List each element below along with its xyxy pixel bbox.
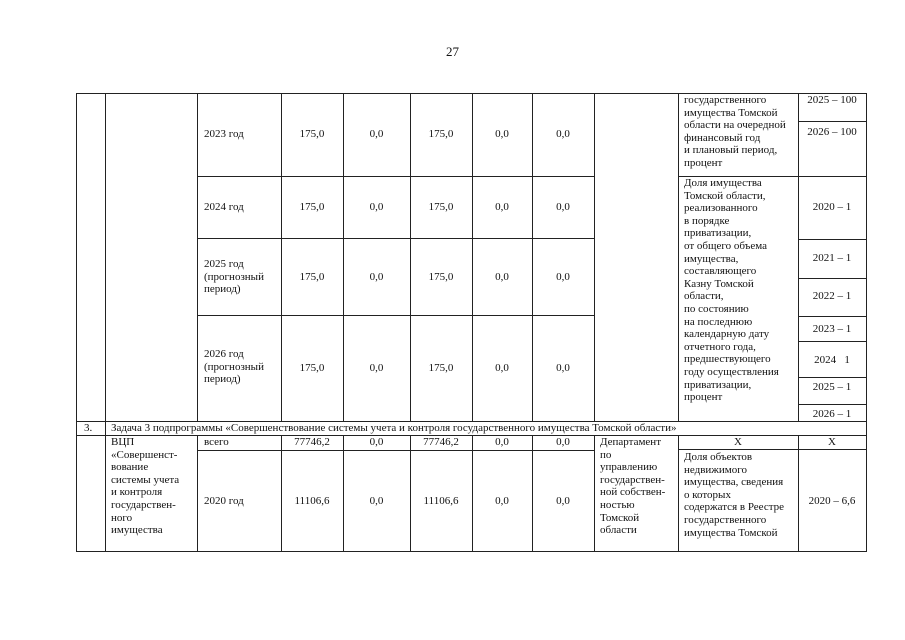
regional-cell: 175,0 [428, 271, 454, 283]
federal-cell: 0,0 [369, 362, 384, 374]
federal-cell: 0,0 [369, 271, 384, 283]
indicator-text: Х [734, 436, 742, 448]
indicator-text: Доля объектов недвижимого имущества, сведения о которых содержатся в Реестре государственного имущества Томской [684, 451, 785, 539]
indicator-value: 2020 – 6,6 [808, 495, 856, 507]
regional-cell: 175,0 [428, 128, 454, 140]
indicator-value: 2026 – 100 [807, 126, 857, 138]
local-cell: 0,0 [495, 495, 509, 507]
federal-cell: 0,0 [369, 436, 384, 448]
offbudget-cell: 0,0 [556, 271, 570, 283]
local-cell: 0,0 [495, 128, 509, 140]
indicator-value: 2022 – 1 [812, 290, 852, 302]
local-cell: 0,0 [495, 362, 509, 374]
period-cell: 2024 год [204, 201, 244, 213]
task-title: Задача 3 подпрограммы «Совершенствование системы учета и контроля государственного имущества Томской области» [111, 422, 677, 434]
indicator-value: 2021 – 1 [812, 252, 852, 264]
indicator-text: государственного имущества Томской области на очередной финансовый год и плановый период, процент [684, 94, 786, 169]
indicator-value: 2020 – 1 [812, 201, 852, 213]
regional-cell: 11106,6 [423, 495, 459, 507]
offbudget-cell: 0,0 [556, 201, 570, 213]
total-cell: 175,0 [299, 271, 325, 283]
federal-cell: 0,0 [369, 128, 384, 140]
regional-cell: 175,0 [428, 201, 454, 213]
executor-text: Департамент по управлению государствен- ной собствен- ностью Томской области [600, 436, 666, 537]
federal-cell: 0,0 [369, 201, 384, 213]
indicator-value: 2024 1 [814, 354, 850, 366]
local-cell: 0,0 [495, 271, 509, 283]
period-cell: 2020 год [204, 495, 244, 507]
page-number: 27 [446, 44, 459, 59]
period-cell: всего [204, 436, 229, 448]
offbudget-cell: 0,0 [556, 436, 570, 448]
offbudget-cell: 0,0 [556, 362, 570, 374]
local-cell: 0,0 [495, 436, 509, 448]
total-cell: 175,0 [299, 128, 325, 140]
total-cell: 11106,6 [294, 495, 330, 507]
indicator-value: 2025 – 1 [812, 381, 852, 393]
offbudget-cell: 0,0 [556, 495, 570, 507]
regional-cell: 175,0 [428, 362, 454, 374]
task-number: 3. [84, 422, 93, 434]
federal-cell: 0,0 [369, 495, 384, 507]
regional-cell: 77746,2 [423, 436, 459, 448]
offbudget-cell: 0,0 [556, 128, 570, 140]
period-cell: 2025 год (прогнозный период) [204, 258, 264, 296]
indicator-value: 2025 – 100 [807, 94, 857, 106]
local-cell: 0,0 [495, 201, 509, 213]
program-name: ВЦП «Совершенст- вование системы учета и контроля государствен- ного имущества [111, 436, 180, 537]
indicator-text: Доля имущества Томской области, реализованного в порядке приватизации, от общего объема имущества, составляющего Казну Томской области, по состоянию на последнюю календарную дату отчетного года, предшествующего году осуществления приватизации, процент [684, 177, 779, 404]
total-cell: 175,0 [299, 362, 325, 374]
period-cell: 2023 год [204, 128, 244, 140]
indicator-value: 2026 – 1 [812, 408, 852, 420]
total-cell: 175,0 [299, 201, 325, 213]
indicator-value: Х [828, 436, 836, 448]
total-cell: 77746,2 [294, 436, 330, 448]
indicator-value: 2023 – 1 [812, 323, 852, 335]
period-cell: 2026 год (прогнозный период) [204, 348, 264, 386]
